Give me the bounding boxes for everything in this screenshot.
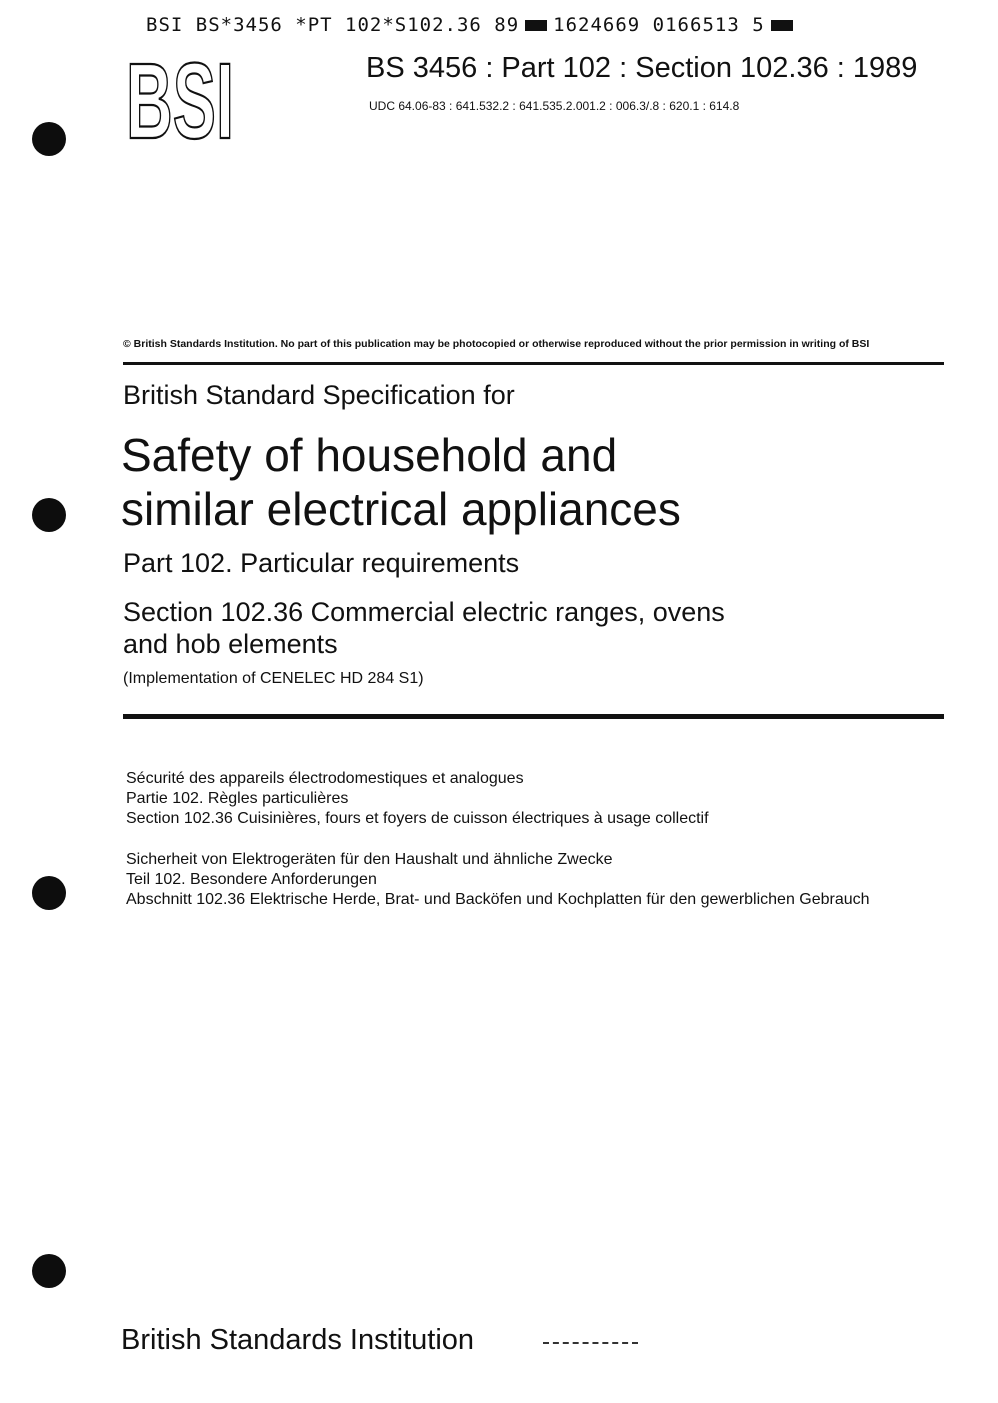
german-title-line: Teil 102. Besondere Anforderungen	[126, 871, 377, 888]
footer-dash-mark	[543, 1342, 638, 1346]
divider-bottom	[123, 714, 944, 719]
title-line: Safety of household and	[121, 429, 618, 481]
section-line: Section 102.36 Commercial electric ranges, ovens	[123, 597, 725, 627]
german-title-line: Abschnitt 102.36 Elektrische Herde, Brat- und Backöfen und Kochplatten für den gewerblichen Gebrauch	[126, 891, 870, 908]
bsi-logo	[124, 40, 236, 161]
section-line: and hob elements	[123, 629, 338, 659]
control-code-right: 1624669 0166513 5	[553, 14, 765, 36]
section-heading	[123, 596, 725, 660]
divider-top	[123, 362, 944, 365]
french-title	[126, 769, 709, 829]
german-title-line: Sicherheit von Elektrogeräten für den Haushalt und ähnliche Zwecke	[126, 851, 613, 868]
svg-text:BSI: BSI	[126, 40, 234, 161]
punch-hole	[32, 876, 66, 910]
document-control-code	[146, 14, 799, 36]
punch-hole	[32, 498, 66, 532]
udc-classification: UDC 64.06-83 : 641.532.2 : 641.535.2.001.2 : 006.3/.8 : 620.1 : 614.8	[369, 99, 740, 113]
specification-intro: British Standard Specification for	[123, 380, 515, 410]
publisher-name: British Standards Institution	[121, 1324, 475, 1356]
copyright-notice: © British Standards Institution. No part of this publication may be photocopied or otherwise reproduced without the prior permission in writing of BSI	[123, 338, 870, 350]
title-line: similar electrical appliances	[121, 483, 681, 535]
part-heading: Part 102. Particular requirements	[123, 548, 520, 578]
german-title	[126, 850, 870, 910]
standard-number: BS 3456 : Part 102 : Section 102.36 : 1989	[366, 52, 918, 84]
bsi-logo-icon	[124, 40, 236, 161]
french-title-line: Sécurité des appareils électrodomestiques et analogues	[126, 770, 524, 787]
barcode-block	[771, 20, 793, 31]
implementation-note: (Implementation of CENELEC HD 284 S1)	[123, 670, 424, 687]
barcode-block	[525, 20, 547, 31]
document-title	[121, 428, 681, 536]
punch-hole	[32, 1254, 66, 1288]
french-title-line: Partie 102. Règles particulières	[126, 790, 349, 807]
control-code-left: BSI BS*3456 *PT 102*S102.36 89	[146, 14, 520, 36]
french-title-line: Section 102.36 Cuisinières, fours et foyers de cuisson électriques à usage collectif	[126, 810, 709, 827]
punch-hole	[32, 122, 66, 156]
